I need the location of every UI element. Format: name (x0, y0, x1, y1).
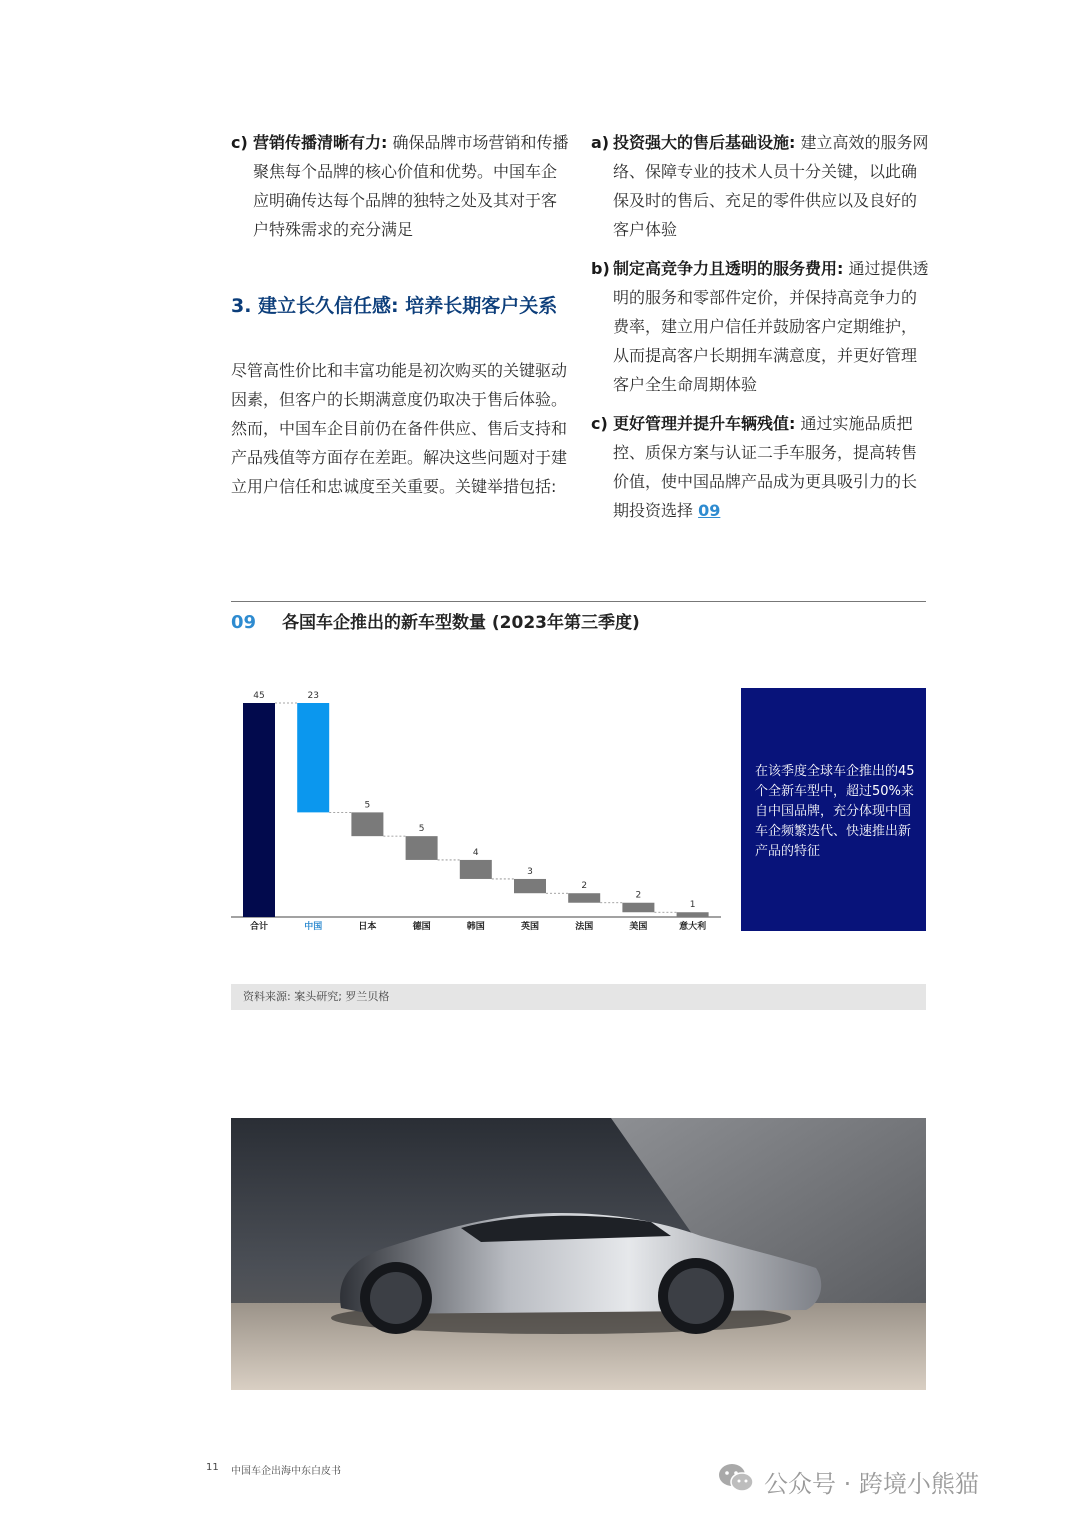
item-heading: 更好管理并提升车辆残值: (613, 414, 796, 433)
figure-reference-link[interactable]: 09 (698, 501, 721, 520)
body-paragraph: 尽管高性价比和丰富功能是初次购买的关键驱动因素，但客户的长期满意度仍取决于售后体验。然而，中国车企目前仍在备件供应、售后支持和产品残值等方面存在差距。解决这些问题对于建立用户信任和忠诚度至关重要。关键举措包括: (231, 361, 568, 496)
bar-1 (297, 703, 329, 812)
item-marker: c) (231, 133, 248, 152)
category-label-1: 中国 (304, 922, 323, 932)
data-label-5: 3 (527, 866, 533, 877)
category-label-7: 美国 (629, 922, 648, 932)
bar-0 (243, 703, 275, 917)
list-item-aftersales (591, 128, 931, 244)
bar-3 (406, 836, 438, 860)
item-marker: a) (591, 133, 610, 152)
watermark-text: 公众号 · 跨境小熊猫 (764, 1470, 979, 1498)
source-note: 资料来源: 案头研究; 罗兰贝格 (231, 984, 926, 1010)
data-label-7: 2 (635, 890, 642, 901)
data-label-2: 5 (364, 800, 371, 811)
page-number: 11 (206, 1462, 219, 1473)
left-column (231, 128, 571, 501)
watermark (718, 1462, 979, 1506)
data-label-1: 23 (307, 691, 319, 701)
bar-6 (568, 893, 600, 903)
category-label-6: 法国 (575, 922, 594, 932)
category-label-5: 英国 (520, 922, 540, 932)
item-heading: 营销传播清晰有力: (253, 133, 388, 152)
waterfall-chart (231, 680, 721, 940)
category-label-3: 德国 (412, 922, 431, 932)
category-label-2: 日本 (358, 922, 377, 932)
bar-4 (460, 860, 492, 879)
data-label-6: 2 (581, 881, 588, 892)
car-photo (231, 1118, 926, 1390)
list-item-residual-value (591, 409, 931, 525)
concept-car-illustration (231, 1118, 926, 1390)
item-text: 通过实施品质把控、质保方案与认证二手车服务，提高转售价值，使中国品牌产品成为更具吸引力的长期投资选择 (613, 414, 918, 520)
document-title: 中国车企出海中东白皮书 (231, 1466, 341, 1477)
figure-title: 各国车企推出的新车型数量 (2023年第三季度) (282, 613, 640, 633)
wechat-icon (718, 1462, 754, 1506)
waterfall-chart-svg (231, 680, 721, 940)
data-label-0: 45 (253, 691, 265, 701)
item-text: 通过提供透明的服务和零部件定价，并保持高竞争力的费率，建立用户信任并鼓励客户定期维护，从而提高客户长期拥车满意度，并更好管理客户全生命周期体验 (613, 259, 929, 394)
right-column (591, 128, 931, 535)
bar-8 (677, 912, 709, 917)
figure-divider (231, 601, 926, 602)
data-label-4: 4 (472, 847, 479, 858)
figure-number: 09 (231, 612, 257, 633)
data-label-8: 1 (689, 900, 696, 911)
section-heading: 3. 建立长久信任感: 培养长期客户关系 (231, 295, 558, 317)
item-heading: 制定高竞争力且透明的服务费用: (613, 259, 844, 278)
bar-7 (622, 903, 654, 913)
list-item-service-fees (591, 254, 931, 399)
data-label-3: 5 (418, 824, 425, 835)
item-text: 建立高效的服务网络、保障专业的技术人员十分关键，以此确保及时的售后、充足的零件供应以及良好的客户体验 (613, 133, 929, 239)
callout-box: 在该季度全球车企推出的45个全新车型中，超过50%来自中国品牌，充分体现中国车企频繁迭代、快速推出新产品的特征 (741, 688, 926, 931)
list-item-marketing (231, 128, 571, 244)
category-label-0: 合计 (249, 922, 269, 932)
item-heading: 投资强大的售后基础设施: (613, 133, 796, 152)
item-text: 确保品牌市场营销和传播聚焦每个品牌的核心价值和优势。中国车企应明确传达每个品牌的独特之处及其对于客户特殊需求的充分满足 (253, 133, 569, 239)
bar-5 (514, 879, 546, 893)
item-marker: b) (591, 259, 610, 278)
bar-2 (351, 812, 383, 836)
category-label-4: 韩国 (466, 922, 485, 932)
item-marker: c) (591, 414, 608, 433)
category-label-8: 意大利 (679, 922, 707, 932)
